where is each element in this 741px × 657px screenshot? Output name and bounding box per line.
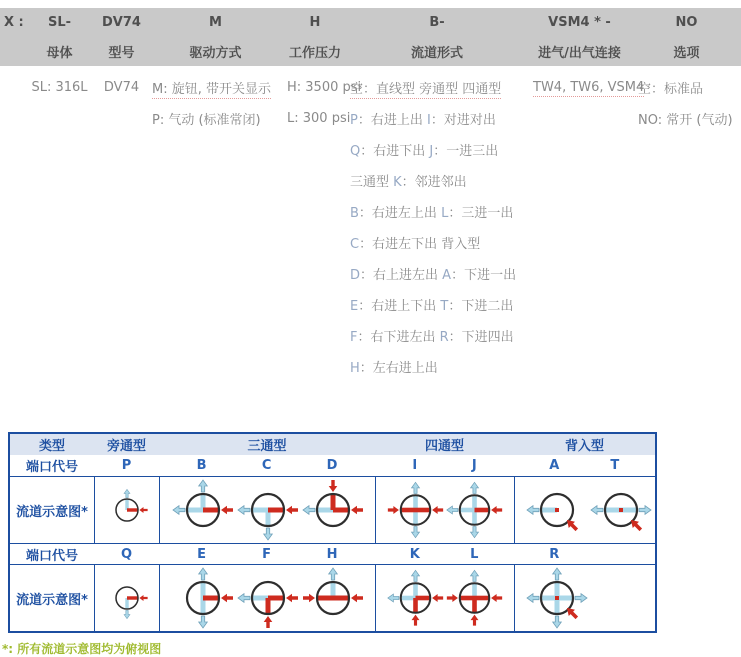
port-code: I	[412, 458, 418, 473]
port-code: A	[549, 458, 560, 473]
order-row	[0, 165, 741, 196]
flowpath-option: B：右进左上出 L：三进一出	[350, 206, 514, 221]
body-option: SL: 316L	[31, 80, 88, 95]
ordering-code-table	[0, 8, 741, 382]
extra-option: NO: 常开 (气动)	[638, 113, 733, 128]
port-code: K	[409, 546, 420, 562]
flowpath-option: 空：直线型 旁通型 四通型	[350, 82, 502, 97]
diagram-label: 流道示意图*	[16, 592, 88, 608]
port-code-row-2	[10, 543, 655, 564]
flowpath-option: Q：右进下出 J：一进三出	[350, 144, 499, 159]
diagrams-four-way	[375, 477, 514, 543]
flow-diagram-A	[525, 478, 589, 542]
flow-diagram-R	[525, 566, 589, 630]
code-segment: M	[209, 15, 222, 30]
diagrams-bypass	[94, 565, 159, 631]
diagrams-back-entry	[514, 477, 663, 543]
ordering-code-header	[0, 8, 741, 66]
flow-diagram-K	[386, 566, 445, 630]
group-four-way: 四通型	[424, 439, 464, 454]
port-codes-bypass	[94, 544, 159, 564]
flow-diagram-Q	[105, 566, 149, 630]
code-segment: SL-	[47, 15, 72, 30]
pressure-option: L: 300 psi	[287, 111, 351, 126]
flow-diagram-J	[445, 478, 504, 542]
order-row	[0, 196, 741, 227]
order-row	[0, 103, 741, 134]
port-code-row-1	[10, 455, 655, 476]
flowpath-option: F：右下进左出 R：下进四出	[350, 330, 514, 345]
flowpath-option: H：左右进上出	[350, 361, 438, 376]
flowpath-option: E：右进上下出 T：下进二出	[350, 299, 514, 314]
code-segment: VSM4 * -	[548, 15, 611, 30]
code-segment: H	[309, 15, 321, 30]
diagrams-bypass	[94, 477, 159, 543]
port-code: D	[326, 458, 338, 473]
flow-diagram-table	[8, 432, 657, 633]
diagram-row-2	[10, 564, 655, 631]
flow-diagram-T	[589, 478, 653, 542]
diagrams-four-way	[375, 565, 514, 631]
port-codes-back-entry	[514, 544, 655, 564]
flow-diagram-H	[301, 566, 365, 630]
port-code: P	[121, 458, 132, 473]
group-bypass: 旁通型	[106, 439, 146, 454]
column-label: 母体	[46, 46, 73, 61]
port-codes-three-way	[159, 455, 375, 476]
ordering-code-options	[0, 66, 741, 382]
column-label: 型号	[108, 46, 135, 61]
code-prefix: X :	[4, 15, 24, 30]
actuation-option: P: 气动 (标准常闭)	[152, 113, 261, 128]
group-three-way: 三通型	[247, 439, 287, 454]
flowpath-option: D：右上进左出 A：下进一出	[350, 268, 517, 283]
port-code-label: 端口代号	[25, 548, 78, 564]
type-label: 类型	[38, 439, 65, 454]
pressure-option: H: 3500 psi	[287, 80, 362, 95]
footnote: *: 所有流道示意图均为俯视图	[2, 642, 162, 656]
flow-diagram-E	[171, 566, 235, 630]
order-row	[0, 351, 741, 382]
port-code-label: 端口代号	[25, 460, 78, 475]
flow-diagram-I	[386, 478, 445, 542]
port-code: R	[549, 546, 560, 562]
order-row	[0, 72, 741, 103]
port-code: F	[262, 546, 271, 562]
port-code: T	[610, 458, 620, 473]
order-row	[0, 320, 741, 351]
type-header-row	[10, 434, 655, 455]
group-back-entry: 背入型	[564, 439, 604, 454]
order-row	[0, 134, 741, 165]
column-label: 工作压力	[288, 46, 341, 61]
order-row	[0, 227, 741, 258]
port-codes-bypass	[94, 455, 159, 476]
column-label: 进气/出气连接	[538, 46, 621, 61]
port-codes-four-way	[375, 544, 514, 564]
port-code: B	[196, 458, 207, 473]
port-code: Q	[120, 546, 133, 562]
actuation-option: M: 旋钮, 带开关显示	[152, 82, 271, 97]
connection-option: TW4, TW6, VSM4	[533, 80, 645, 95]
code-segment: NO	[675, 15, 698, 30]
flowpath-option: C：右进左下出 背入型	[350, 237, 481, 252]
port-code: C	[261, 458, 272, 473]
port-codes-four-way	[375, 455, 514, 476]
diagram-label: 流道示意图*	[16, 504, 88, 520]
flow-diagram-F	[236, 566, 300, 630]
order-row	[0, 289, 741, 320]
diagrams-back-entry	[514, 565, 663, 631]
flow-diagram-C	[236, 478, 300, 542]
port-code: L	[470, 546, 479, 562]
diagrams-three-way	[159, 477, 375, 543]
model-option: DV74	[103, 80, 140, 95]
column-label: 驱动方式	[189, 46, 242, 61]
column-label: 选项	[673, 46, 700, 61]
port-code: J	[471, 458, 477, 473]
code-segment: B-	[429, 15, 445, 30]
flow-diagram-P	[105, 478, 149, 542]
flow-diagram-L	[445, 566, 504, 630]
flowpath-option: P：右进上出 I：对进对出	[350, 113, 496, 128]
extra-option: 空：标准品	[638, 82, 704, 97]
port-codes-three-way	[159, 544, 375, 564]
flow-diagram-B	[171, 478, 235, 542]
flow-diagram-D	[301, 478, 365, 542]
flowpath-option: 三通型 K：邻进邻出	[350, 175, 467, 190]
code-segment: DV74	[102, 15, 141, 30]
order-row	[0, 258, 741, 289]
port-code: E	[197, 546, 206, 562]
port-code: H	[326, 546, 338, 562]
diagram-row-1	[10, 476, 655, 543]
port-codes-back-entry	[514, 455, 655, 476]
diagrams-three-way	[159, 565, 375, 631]
column-label: 流道形式	[410, 46, 463, 61]
